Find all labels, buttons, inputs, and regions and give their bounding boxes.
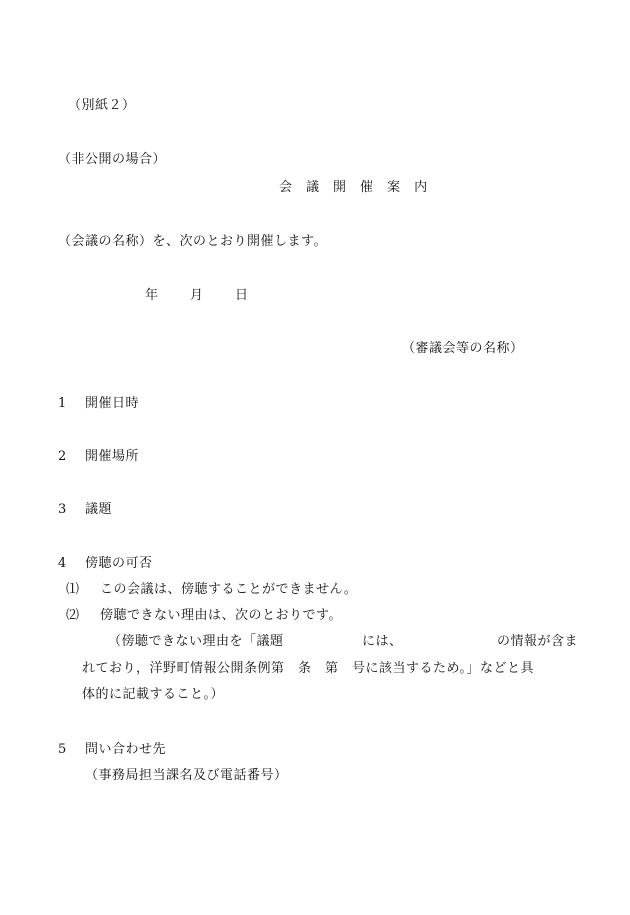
section-5-label: 問い合わせ先 [85, 742, 167, 757]
section-3-label: 議題 [85, 502, 113, 517]
section-3-number: 3 [58, 502, 67, 517]
attachment-label: （別紙２） [68, 98, 136, 113]
section-4-note-part-b: には、 [362, 634, 403, 649]
intro-text: （会議の名称）を、次のとおり開催します。 [58, 234, 327, 249]
section-4-label: 傍聴の可否 [85, 556, 153, 571]
section-4-item-1-number: ⑴ [66, 582, 80, 597]
section-1-label: 開催日時 [85, 396, 140, 411]
section-4-number: 4 [58, 556, 67, 571]
case-label: （非公開の場合） [58, 152, 167, 167]
section-1-number: 1 [58, 396, 67, 411]
title-char: 議 [306, 180, 320, 195]
section-4-note-part-a: （傍聴できない理由を「議題 [108, 634, 284, 649]
date-day: 日 [235, 288, 249, 303]
document-title [279, 180, 427, 196]
date-month: 月 [190, 288, 204, 303]
date-year: 年 [145, 288, 159, 303]
section-4-item-1-text: この会議は、傍聴することができません。 [100, 582, 358, 597]
section-4-item-2-number: ⑵ [66, 608, 80, 623]
section-4-note-line-2: れており，洋野町情報公開条例第 条 第 号に該当するため。」などと具 [82, 661, 534, 676]
title-char: 開 [333, 180, 347, 195]
title-char: 会 [279, 180, 293, 195]
title-char: 内 [414, 180, 428, 195]
organizer-name: （審議会等の名称） [402, 341, 524, 356]
section-4-item-2-text: 傍聴できない理由は、次のとおりです。 [100, 608, 342, 623]
section-5-detail: （事務局担当課名及び電話番号） [85, 768, 288, 783]
title-char: 催 [360, 180, 374, 195]
section-2-label: 開催場所 [85, 449, 140, 464]
section-4-note-line-3: 体的に記載すること。） [82, 687, 225, 702]
title-char: 案 [387, 180, 401, 195]
section-5-number: 5 [58, 742, 67, 757]
section-2-number: 2 [58, 449, 67, 464]
section-4-note-part-c: の情報が含ま [497, 634, 579, 649]
